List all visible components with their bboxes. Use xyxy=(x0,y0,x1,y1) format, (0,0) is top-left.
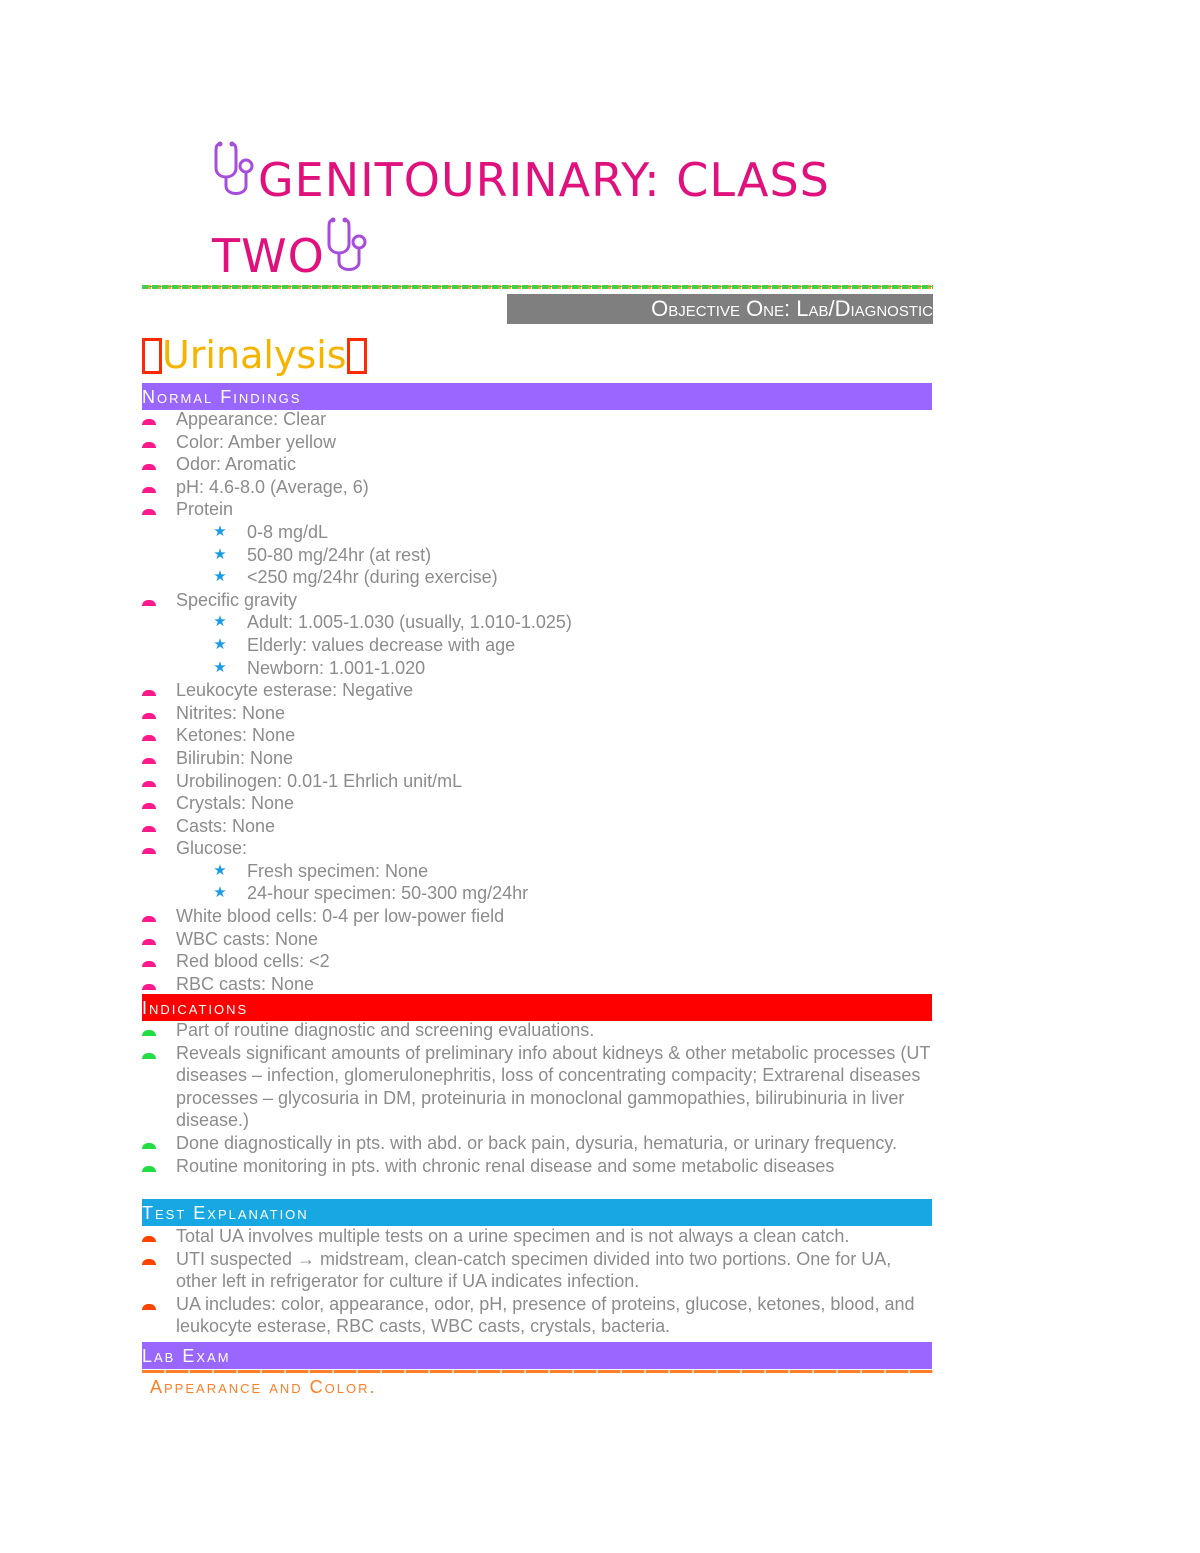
cloud-bullet-icon xyxy=(142,1304,156,1310)
list-item-text: Protein xyxy=(176,499,234,520)
cloud-bullet-icon xyxy=(142,442,156,448)
list-item xyxy=(142,702,932,725)
list-item xyxy=(142,566,932,589)
list-item-text: WBC casts: None xyxy=(176,928,319,949)
cloud-bullet-icon xyxy=(142,1143,156,1149)
list-item xyxy=(142,634,932,657)
list-item-text: RBC casts: None xyxy=(176,973,315,994)
cloud-bullet-icon xyxy=(142,826,156,832)
list-item xyxy=(142,770,932,793)
list-item-text: Urobilinogen: 0.01-1 Ehrlich unit/mL xyxy=(176,770,463,791)
list-item xyxy=(142,837,932,860)
list-item-text: Red blood cells: <2 xyxy=(176,951,330,972)
star-bullet-icon: ★ xyxy=(213,545,227,563)
title-divider xyxy=(142,285,933,289)
list-item-text: Reveals significant amounts of preliminary info about kidneys & other metabolic processes (UT diseases – infection, glomerulonephritis, loss of concentrating compacity; Extrarenal diseases processes – glycosuria in DM, proteinuria in monoclonal gammopathies, bilirubinuria in liver disease.) xyxy=(176,1042,931,1131)
star-bullet-icon: ★ xyxy=(213,861,227,879)
list-item xyxy=(142,792,932,815)
list-item xyxy=(142,973,932,996)
list-item-text: Ketones: None xyxy=(176,725,296,746)
list-item-text: Specific gravity xyxy=(176,589,298,610)
list-item-text: Nitrites: None xyxy=(176,702,286,723)
indications-list xyxy=(142,1019,932,1177)
list-item xyxy=(142,679,932,702)
list-item-text: Done diagnostically in pts. with abd. or back pain, dysuria, hematuria, or urinary frequency. xyxy=(176,1132,898,1153)
star-bullet-icon: ★ xyxy=(213,884,227,902)
list-item xyxy=(142,724,932,747)
lab-exam-bar: Lab Exam xyxy=(142,1342,932,1369)
page-title xyxy=(212,140,932,292)
star-bullet-icon: ★ xyxy=(213,522,227,540)
cloud-bullet-icon xyxy=(142,690,156,696)
cloud-bullet-icon xyxy=(142,1166,156,1172)
list-item xyxy=(142,453,932,476)
list-item-text: Glucose: xyxy=(176,838,248,859)
list-item-text: Bilirubin: None xyxy=(176,747,294,768)
box-glyph-icon xyxy=(142,338,162,374)
list-item-text: Total UA involves multiple tests on a urine specimen and is not always a clean catch. xyxy=(176,1226,850,1246)
appearance-subheading: Appearance and Color. xyxy=(150,1377,377,1397)
list-item xyxy=(142,1225,932,1248)
cloud-bullet-icon xyxy=(142,464,156,470)
star-bullet-icon: ★ xyxy=(213,613,227,631)
test-explanation-list xyxy=(142,1225,932,1338)
list-item xyxy=(142,1248,932,1293)
cloud-bullet-icon xyxy=(142,419,156,425)
list-item xyxy=(142,1132,932,1155)
list-item-text: Elderly: values decrease with age xyxy=(247,634,516,655)
cloud-bullet-icon xyxy=(142,758,156,764)
cloud-bullet-icon xyxy=(142,1053,156,1059)
list-item xyxy=(142,544,932,567)
list-item xyxy=(142,882,932,905)
list-item-text: <250 mg/24hr (during exercise) xyxy=(247,567,498,588)
cloud-bullet-icon xyxy=(142,487,156,493)
list-item-text: Routine monitoring in pts. with chronic renal disease and some metabolic diseases xyxy=(176,1155,835,1176)
list-item xyxy=(142,521,932,544)
list-item-text: pH: 4.6-8.0 (Average, 6) xyxy=(176,476,369,497)
cloud-bullet-icon xyxy=(142,735,156,741)
stethoscope-icon xyxy=(325,216,371,274)
cloud-bullet-icon xyxy=(142,916,156,922)
list-item-text: 24-hour specimen: 50-300 mg/24hr xyxy=(247,883,529,904)
cloud-bullet-icon xyxy=(142,1030,156,1036)
list-item xyxy=(142,589,932,612)
list-item-text: Casts: None xyxy=(176,815,276,836)
list-item xyxy=(142,1019,932,1042)
box-glyph-icon xyxy=(347,338,367,374)
normal-findings-list xyxy=(142,408,932,995)
list-item-text: Newborn: 1.001-1.020 xyxy=(247,657,426,678)
list-item xyxy=(142,747,932,770)
cloud-bullet-icon xyxy=(142,600,156,606)
list-item-text: Leukocyte esterase: Negative xyxy=(176,680,414,701)
list-item-text: Fresh specimen: None xyxy=(247,860,429,881)
list-item xyxy=(142,408,932,431)
cloud-bullet-icon xyxy=(142,939,156,945)
list-item xyxy=(142,815,932,838)
list-item-text: Part of routine diagnostic and screening evaluations. xyxy=(176,1020,595,1040)
cloud-bullet-icon xyxy=(142,781,156,787)
list-item-text: Adult: 1.005-1.030 (usually, 1.010-1.025) xyxy=(247,612,572,633)
cloud-bullet-icon xyxy=(142,984,156,990)
list-item-text: UTI suspected → midstream, clean-catch specimen divided into two portions. One for UA, other left in refrigerator for culture if UA indicates infection. xyxy=(176,1248,892,1292)
list-item-text: Odor: Aromatic xyxy=(176,454,297,475)
cloud-bullet-icon xyxy=(142,961,156,967)
objective-heading: Objective One: Lab/Diagnostic xyxy=(507,294,933,324)
list-item-text: Appearance: Clear xyxy=(176,409,327,429)
list-item-text: Color: Amber yellow xyxy=(176,431,337,452)
heading-text: Urinalysis xyxy=(162,333,347,377)
list-item-text: White blood cells: 0-4 per low-power field xyxy=(176,906,505,927)
list-item xyxy=(142,928,932,951)
list-item xyxy=(142,1155,932,1178)
list-item-text: 0-8 mg/dL xyxy=(247,521,329,542)
test-explanation-bar: Test Explanation xyxy=(142,1199,932,1226)
list-item xyxy=(142,1293,932,1338)
list-item xyxy=(142,611,932,634)
section-heading xyxy=(142,331,367,379)
cloud-bullet-icon xyxy=(142,1236,156,1242)
cloud-bullet-icon xyxy=(142,803,156,809)
list-item xyxy=(142,860,932,883)
list-item-text: UA includes: color, appearance, odor, pH, presence of proteins, glucose, ketones, blood, and leukocyte esterase, RBC casts, WBC casts, crystals, bacteria. xyxy=(176,1293,915,1337)
list-item-text: Crystals: None xyxy=(176,793,295,814)
star-bullet-icon: ★ xyxy=(213,568,227,586)
cloud-bullet-icon xyxy=(142,713,156,719)
list-item xyxy=(142,950,932,973)
list-item xyxy=(142,498,932,521)
title-line-1: GENITOURINARY: CLASS xyxy=(258,153,830,207)
star-bullet-icon: ★ xyxy=(213,635,227,653)
star-bullet-icon: ★ xyxy=(213,658,227,676)
list-item xyxy=(142,657,932,680)
stethoscope-icon xyxy=(212,140,258,198)
list-item xyxy=(142,1042,932,1132)
lab-exam-divider xyxy=(142,1370,933,1373)
list-item-text: 50-80 mg/24hr (at rest) xyxy=(247,544,432,565)
normal-findings-bar: Normal Findings xyxy=(142,383,932,410)
cloud-bullet-icon xyxy=(142,509,156,515)
cloud-bullet-icon xyxy=(142,848,156,854)
list-item xyxy=(142,431,932,454)
title-line-2: TWO xyxy=(212,229,325,283)
list-item xyxy=(142,905,932,928)
list-item xyxy=(142,476,932,499)
cloud-bullet-icon xyxy=(142,1259,156,1265)
indications-bar: Indications xyxy=(142,994,932,1021)
